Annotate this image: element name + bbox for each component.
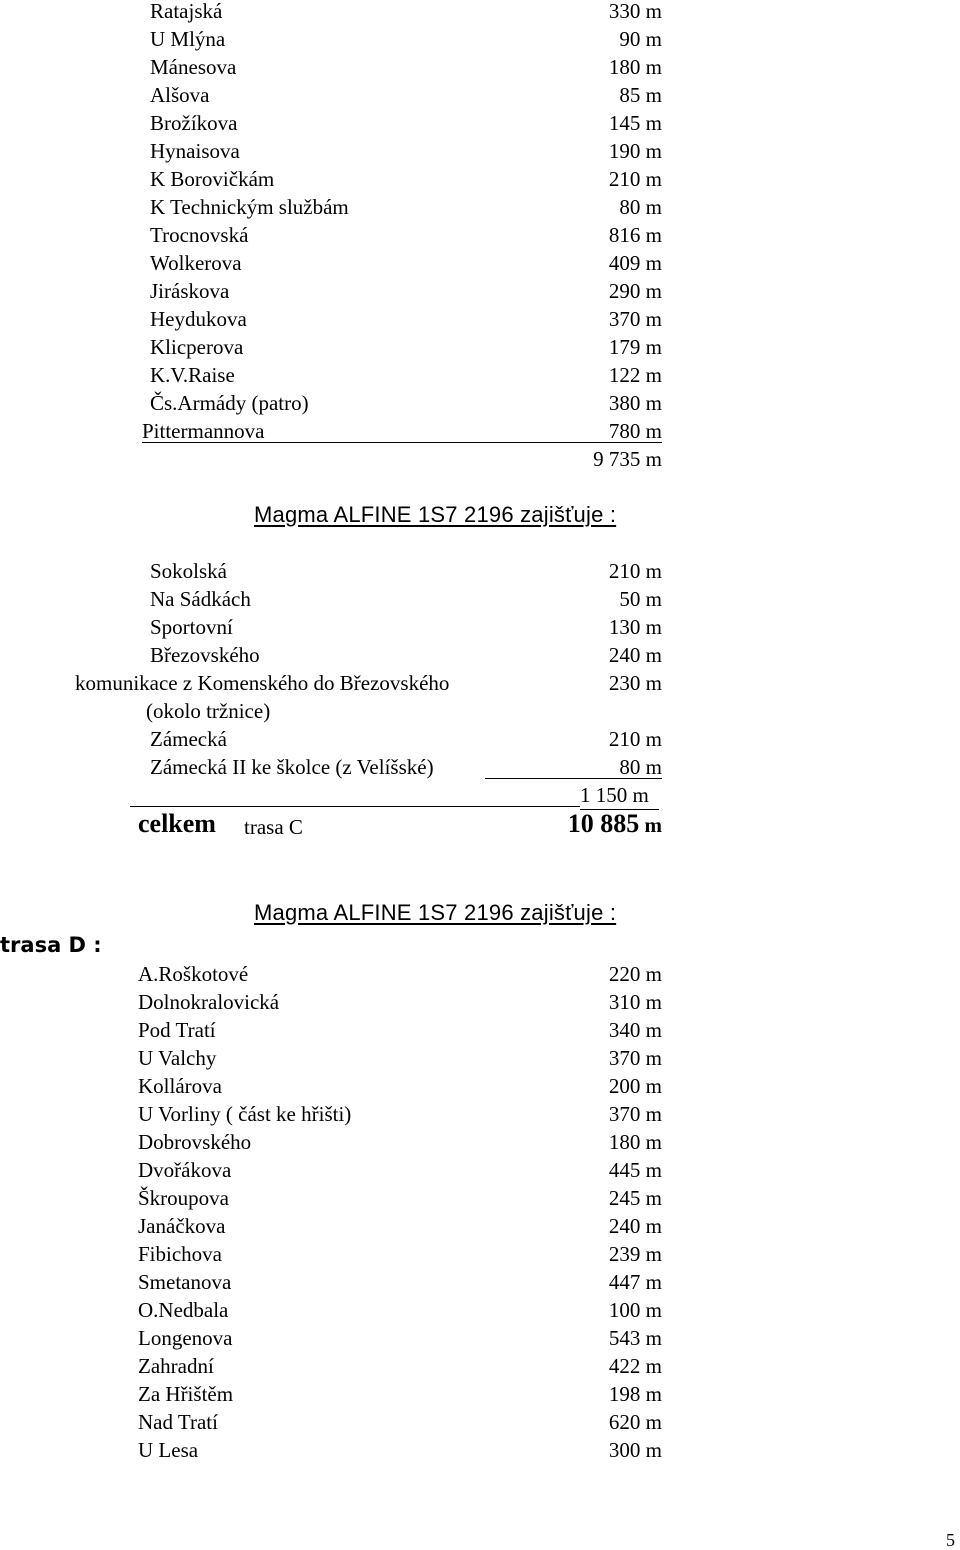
street-name: Hynaisova <box>150 139 240 163</box>
section-header: Magma ALFINE 1S7 2196 zajišťuje : <box>254 900 617 925</box>
section-subtotal: 1 150 m <box>580 781 659 810</box>
street-name: Fibichova <box>138 1242 222 1266</box>
street-name: Dvořákova <box>138 1158 232 1182</box>
grand-total-unit: m <box>644 813 662 837</box>
street-length: 200 m <box>608 1074 662 1098</box>
street-name: Mánesova <box>150 55 237 79</box>
street-name: U Mlýna <box>150 27 226 51</box>
street-length: 190 m <box>608 139 662 163</box>
street-name: Wolkerova <box>150 251 242 275</box>
street-length: 122 m <box>608 363 662 387</box>
street-name: Dolnokralovická <box>138 990 280 1014</box>
street-length: 409 m <box>608 251 662 275</box>
street-length: 780 m <box>608 419 662 443</box>
celkem-label: celkem <box>138 809 216 838</box>
street-length: 80 m <box>619 195 662 219</box>
street-length: 145 m <box>608 111 662 135</box>
street-length: 210 m <box>608 559 662 583</box>
street-name: Zámecká II ke školce (z Velíšské) <box>150 755 434 779</box>
street-name: Za Hřištěm <box>138 1382 234 1406</box>
street-length: 370 m <box>608 1102 662 1126</box>
street-name: Březovského <box>150 643 260 667</box>
page-number: 5 <box>946 1530 955 1550</box>
street-length: 198 m <box>608 1382 662 1406</box>
street-name: Sportovní <box>150 615 233 639</box>
street-name: Sokolská <box>150 559 228 583</box>
street-length: 210 m <box>608 727 662 751</box>
street-length: 50 m <box>619 587 662 611</box>
street-name: Trocnovská <box>150 223 249 247</box>
celkem-trasa: trasa C <box>244 815 303 839</box>
trasa-label: trasa D : <box>0 933 102 957</box>
street-length: 85 m <box>619 83 662 107</box>
grand-total-value: 10 885 <box>567 809 640 838</box>
street-length: 422 m <box>608 1354 662 1378</box>
street-length: 240 m <box>608 1214 662 1238</box>
street-length: 543 m <box>608 1326 662 1350</box>
street-length: 239 m <box>608 1242 662 1266</box>
street-name: U Lesa <box>138 1438 199 1462</box>
street-length: 310 m <box>608 990 662 1014</box>
street-name-note: (okolo tržnice) <box>146 699 271 723</box>
street-name: Brožíkova <box>150 111 238 135</box>
section-header: Magma ALFINE 1S7 2196 zajišťuje : <box>254 502 617 527</box>
street-length: 330 m <box>608 0 662 23</box>
street-length: 180 m <box>608 55 662 79</box>
street-length: 340 m <box>608 1018 662 1042</box>
street-name: O.Nedbala <box>138 1298 229 1322</box>
street-length: 447 m <box>608 1270 662 1294</box>
street-name: Smetanova <box>138 1270 232 1294</box>
street-name: Zahradní <box>138 1354 214 1378</box>
street-name: Škroupova <box>138 1186 229 1210</box>
grand-total <box>556 810 662 839</box>
street-length: 620 m <box>608 1410 662 1434</box>
street-name: K Technickým službám <box>150 195 349 219</box>
street-name: U Vorliny ( část ke hřišti) <box>138 1102 352 1126</box>
sum-underline <box>485 778 662 779</box>
street-name: Nad Tratí <box>138 1410 218 1434</box>
street-length: 90 m <box>619 27 662 51</box>
street-length: 816 m <box>608 223 662 247</box>
street-length: 130 m <box>608 615 662 639</box>
street-name: Na Sádkách <box>150 587 251 611</box>
street-length: 210 m <box>608 167 662 191</box>
street-name: Pod Tratí <box>138 1018 216 1042</box>
street-name: Zámecká <box>150 727 227 751</box>
street-length: 380 m <box>608 391 662 415</box>
street-length: 100 m <box>608 1298 662 1322</box>
street-name: Čs.Armády (patro) <box>150 391 309 415</box>
street-name: Jiráskova <box>150 279 230 303</box>
street-length: 240 m <box>608 643 662 667</box>
street-name: K.V.Raise <box>150 363 235 387</box>
street-name: Klicperova <box>150 335 244 359</box>
street-length: 180 m <box>608 1130 662 1154</box>
street-name: Janáčkova <box>138 1214 226 1238</box>
street-length: 80 m <box>619 755 662 779</box>
street-name: U Valchy <box>138 1046 217 1070</box>
section-total: 9 735 m <box>593 447 662 471</box>
sum-underline <box>130 806 580 807</box>
street-length: 290 m <box>608 279 662 303</box>
street-length: 370 m <box>608 1046 662 1070</box>
street-length: 300 m <box>608 1438 662 1462</box>
street-name: Kollárova <box>138 1074 222 1098</box>
street-length: 230 m <box>608 671 662 695</box>
sum-underline <box>142 442 662 443</box>
street-name: Longenova <box>138 1326 233 1350</box>
street-name: komunikace z Komenského do Březovského <box>75 671 450 695</box>
street-name: Ratajská <box>150 0 223 23</box>
street-name: Pittermannova <box>142 419 265 443</box>
street-name: A.Roškotové <box>138 962 249 986</box>
street-length: 445 m <box>608 1158 662 1182</box>
street-name: Heydukova <box>150 307 247 331</box>
street-length: 370 m <box>608 307 662 331</box>
street-length: 245 m <box>608 1186 662 1210</box>
street-name: K Borovičkám <box>150 167 275 191</box>
street-length: 179 m <box>608 335 662 359</box>
street-name: Dobrovského <box>138 1130 252 1154</box>
street-name: Alšova <box>150 83 210 107</box>
street-length: 220 m <box>608 962 662 986</box>
